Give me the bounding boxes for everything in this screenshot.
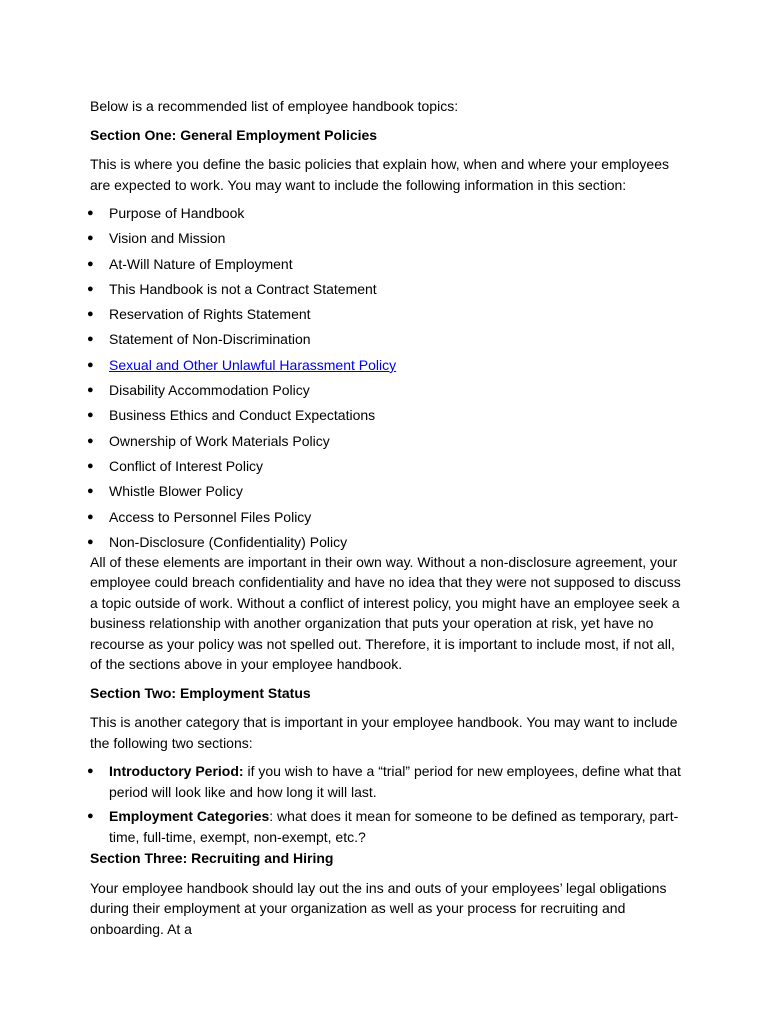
section-two-heading: Section Two: Employment Status [90, 684, 311, 701]
list-item-text: Disability Accommodation Policy [109, 382, 310, 399]
list-item [87, 355, 690, 375]
section-three-heading: Section Three: Recruiting and Hiring [90, 850, 334, 867]
list-item-text: This Handbook is not a Contract Statement [109, 280, 377, 297]
document-page [87, 96, 690, 947]
section-three-description: Your employee handbook should lay out the ins and outs of your employees’ legal obligations during their employment at your organization as well as your process for recruiting and onboarding. At a [90, 879, 667, 937]
list-item [87, 329, 690, 349]
list-item [87, 405, 690, 425]
list-item-text: Ownership of Work Materials Policy [109, 432, 330, 449]
bullet-icon: ● [87, 308, 94, 321]
list-item [87, 507, 690, 527]
bullet-icon: ● [87, 485, 94, 498]
list-item-text: Non-Disclosure (Confidentiality) Policy [109, 533, 348, 550]
list-item [87, 254, 690, 274]
section-one-list [87, 203, 690, 552]
bullet-icon: ● [87, 358, 94, 371]
list-item [87, 203, 690, 223]
bullet-icon: ● [87, 535, 94, 548]
bullet-icon: ● [87, 765, 94, 778]
list-item-text: Whistle Blower Policy [109, 483, 243, 500]
list-item [87, 380, 690, 400]
bullet-icon: ● [87, 207, 94, 219]
list-item-text: Access to Personnel Files Policy [109, 508, 312, 525]
list-item-text: if you wish to have a “trial” period for new employees, define what that period will look like and how long it will last. [109, 763, 681, 801]
bullet-icon: ● [87, 333, 94, 346]
bullet-icon: ● [87, 409, 94, 422]
section-one-heading: Section One: General Employment Policies [90, 126, 378, 143]
list-item-term: Employment Categories [109, 808, 270, 825]
section-two-description: This is another category that is important in your employee handbook. You may want to include the following two sections: [90, 714, 678, 751]
list-item [87, 228, 690, 248]
bullet-icon: ● [87, 232, 94, 245]
list-item-term: Introductory Period: [109, 763, 244, 780]
bullet-icon: ● [87, 434, 94, 447]
list-item-text: Reservation of Rights Statement [109, 306, 311, 323]
bullet-icon: ● [87, 810, 94, 823]
list-item [87, 279, 690, 299]
list-item [87, 431, 690, 451]
harassment-policy-link[interactable]: Sexual and Other Unlawful Harassment Policy [109, 356, 397, 373]
list-item [87, 481, 690, 501]
bullet-icon: ● [87, 257, 94, 270]
section-one-description: This is where you define the basic policies that explain how, when and where your employees are expected to work. You may want to include the following information in this section: [90, 156, 669, 193]
list-item [87, 456, 690, 476]
bullet-icon: ● [87, 510, 94, 523]
list-item [87, 806, 690, 848]
list-item [87, 304, 690, 324]
list-item-text: Conflict of Interest Policy [109, 457, 264, 474]
bullet-icon: ● [87, 282, 94, 295]
list-item [87, 761, 690, 803]
section-one-summary: All of these elements are important in their own way. Without a non-disclosure agreement, your employee could breach confidentiality and have no idea that they were not supposed to discuss a topic outside of work. Without a conflict of interest policy, you might have an employee seek a business relationship with another organization that puts your operation at risk, yet have no recourse as your policy was not spelled out. Therefore, it is important to include most, if not all, of the sections above in your employee handbook. [90, 553, 681, 673]
intro-text: Below is a recommended list of employee handbook topics: [90, 98, 459, 114]
list-item-text: Business Ethics and Conduct Expectations [109, 407, 376, 424]
list-item-text: Purpose of Handbook [109, 205, 245, 221]
bullet-icon: ● [87, 384, 94, 397]
list-item [87, 532, 690, 552]
list-item-text: : what does it mean for someone to be defined as temporary, part-time, full-time, exempt, non-exempt, etc.? [109, 808, 679, 846]
section-two-list [87, 761, 690, 848]
list-item-text: At-Will Nature of Employment [109, 255, 293, 272]
list-item-text: Vision and Mission [109, 230, 226, 247]
list-item-text: Statement of Non-Discrimination [109, 331, 311, 348]
bullet-icon: ● [87, 459, 94, 472]
